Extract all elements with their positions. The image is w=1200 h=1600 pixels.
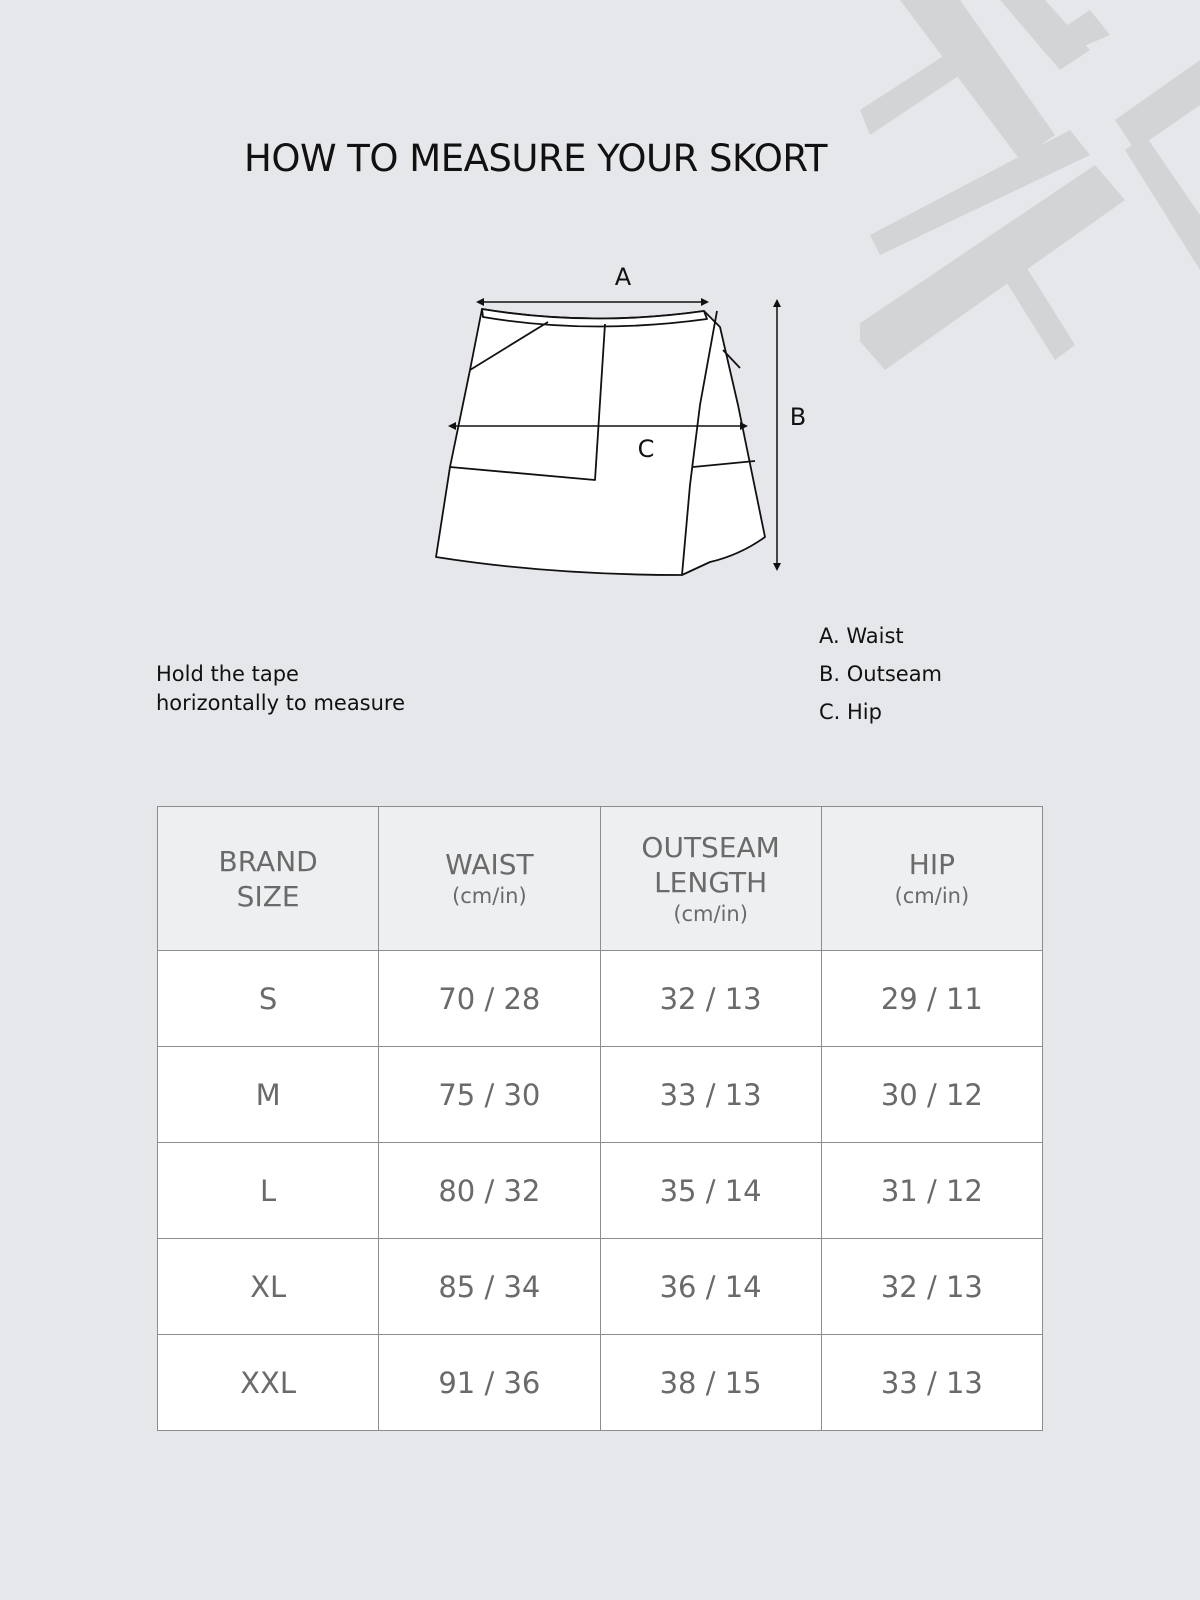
header-outseam-length — [600, 807, 821, 951]
cell-size: XXL — [158, 1335, 379, 1431]
header-text: SIZE — [236, 879, 300, 913]
table-row — [158, 1047, 1043, 1143]
brand-watermark-icon — [860, 0, 1200, 380]
cell-waist: 80 / 32 — [379, 1143, 600, 1239]
header-unit: (cm/in) — [894, 884, 970, 908]
measurement-legend — [819, 617, 942, 731]
header-unit: (cm/in) — [673, 901, 748, 926]
table-row — [158, 1335, 1043, 1431]
legend-item-hip: C. Hip — [819, 700, 882, 724]
table-row — [158, 1143, 1043, 1239]
legend-item-outseam: B. Outseam — [819, 662, 943, 686]
header-text: HIP — [908, 848, 955, 881]
header-text: LENGTH — [654, 865, 768, 899]
header-waist — [379, 807, 600, 951]
cell-outseam: 35 / 14 — [600, 1143, 821, 1239]
dimension-c-label: C — [637, 435, 655, 463]
cell-size: M — [158, 1047, 379, 1143]
dimension-a-label: A — [614, 263, 632, 291]
header-text: WAIST — [445, 848, 534, 881]
cell-outseam: 38 / 15 — [600, 1335, 821, 1431]
dimension-a-line — [476, 298, 709, 306]
cell-size: XL — [158, 1239, 379, 1335]
tape-instruction-line-2: horizontally to measure — [156, 691, 406, 715]
cell-waist: 85 / 34 — [379, 1239, 600, 1335]
header-text: BRAND — [218, 844, 318, 878]
table-row — [158, 1239, 1043, 1335]
cell-size: S — [158, 951, 379, 1047]
header-unit: (cm/in) — [452, 884, 527, 908]
size-chart-table — [157, 806, 1043, 1431]
page-title: HOW TO MEASURE YOUR SKORT — [244, 137, 828, 180]
cell-hip: 30 / 12 — [821, 1047, 1042, 1143]
table-row — [158, 951, 1043, 1047]
dimension-b-label: B — [789, 403, 807, 431]
cell-waist: 91 / 36 — [379, 1335, 600, 1431]
legend-item-waist: A. Waist — [819, 624, 904, 648]
tape-instruction — [156, 660, 405, 718]
dimension-b-line — [773, 299, 781, 571]
cell-outseam: 33 / 13 — [600, 1047, 821, 1143]
cell-hip: 32 / 13 — [821, 1239, 1042, 1335]
cell-outseam: 36 / 14 — [600, 1239, 821, 1335]
cell-waist: 70 / 28 — [379, 951, 600, 1047]
cell-hip: 31 / 12 — [821, 1143, 1042, 1239]
skort-illustration — [420, 255, 820, 595]
header-text: OUTSEAM — [641, 830, 780, 864]
skort-diagram — [420, 255, 820, 595]
cell-waist: 75 / 30 — [379, 1047, 600, 1143]
cell-hip: 33 / 13 — [821, 1335, 1042, 1431]
header-hip — [821, 807, 1042, 951]
cell-hip: 29 / 11 — [821, 951, 1042, 1047]
table-header-row — [158, 807, 1043, 951]
cell-outseam: 32 / 13 — [600, 951, 821, 1047]
tape-instruction-line-1: Hold the tape — [156, 662, 299, 686]
cell-size: L — [158, 1143, 379, 1239]
header-brand-size — [158, 807, 379, 951]
skort-outline — [436, 309, 765, 575]
